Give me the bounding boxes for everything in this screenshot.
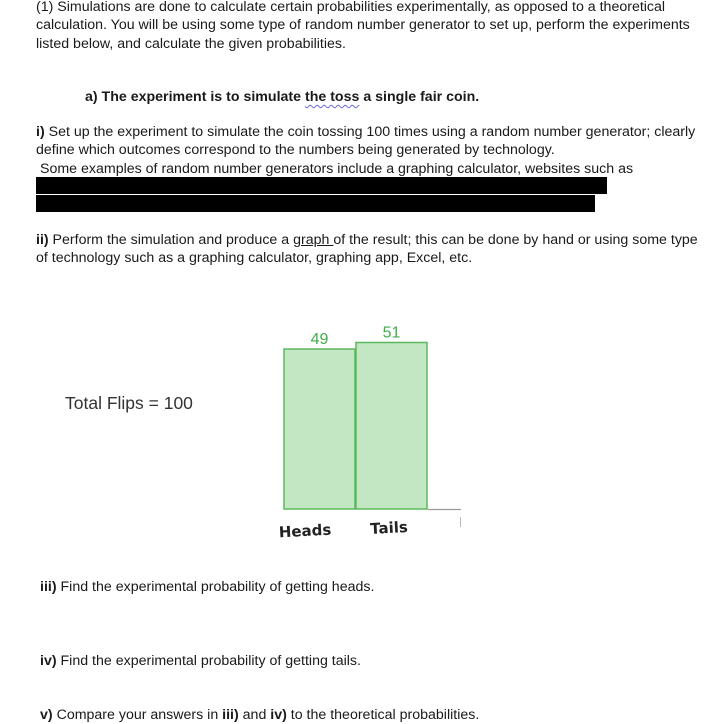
intro-paragraph: (1) Simulations are done to calculate certain probabilities experimentally, as opposed to a theoretical calculation. You will be using some type of random number generator to set up, perform the experiments listed below, and calculate the given probabilities. <box>36 0 690 52</box>
item-ii-pre: Perform the simulation and produce a <box>48 232 294 248</box>
item-v-ref-iv: iv) <box>270 707 287 723</box>
item-v-ref-iii: iii) <box>222 707 239 723</box>
item-v-t3: to the theoretical probabilities. <box>286 707 480 723</box>
value-label-heads: 49 <box>310 331 329 349</box>
item-ii-graph-link: graph <box>293 232 334 248</box>
part-a-squiggle-text: the toss <box>304 89 360 105</box>
item-iii-text: Find the experimental probability of getting heads. <box>56 579 375 595</box>
part-a-pre: a) The experiment is to simulate <box>85 89 305 105</box>
item-i-examples: Some examples of random number generators include a graphing calculator, websites such as <box>40 160 634 177</box>
item-iv-label: iv) <box>40 653 57 669</box>
item-ii-label: ii) <box>36 232 49 248</box>
item-iii <box>40 578 374 596</box>
item-v-t1: Compare your answers in <box>52 707 223 723</box>
part-a-post: a single fair coin. <box>359 89 480 105</box>
bar-heads <box>284 349 355 509</box>
category-label-heads: Heads <box>278 520 332 542</box>
item-ii-post: of the result; this can be done by hand or using some type of technology such as a graphing calculator, graphing app, Excel, etc. <box>36 232 698 267</box>
value-label-tails: 51 <box>382 324 401 342</box>
bar-tails <box>356 342 427 509</box>
item-v-label: v) <box>40 707 53 723</box>
item-iii-label: iii) <box>40 579 57 595</box>
item-i-label: i) <box>36 124 45 140</box>
item-v-t2: and <box>238 707 271 723</box>
item-v <box>40 706 479 724</box>
item-iv-text: Find the experimental probability of getting tails. <box>56 653 361 669</box>
category-label-tails: Tails <box>369 518 409 538</box>
total-flips-label: Total Flips = 100 <box>65 393 193 413</box>
item-iv <box>40 652 361 670</box>
item-i-text: Set up the experiment to simulate the coin tossing 100 times using a random number generator; clearly define which outcomes correspond to the numbers being generated by technology. <box>36 124 696 159</box>
